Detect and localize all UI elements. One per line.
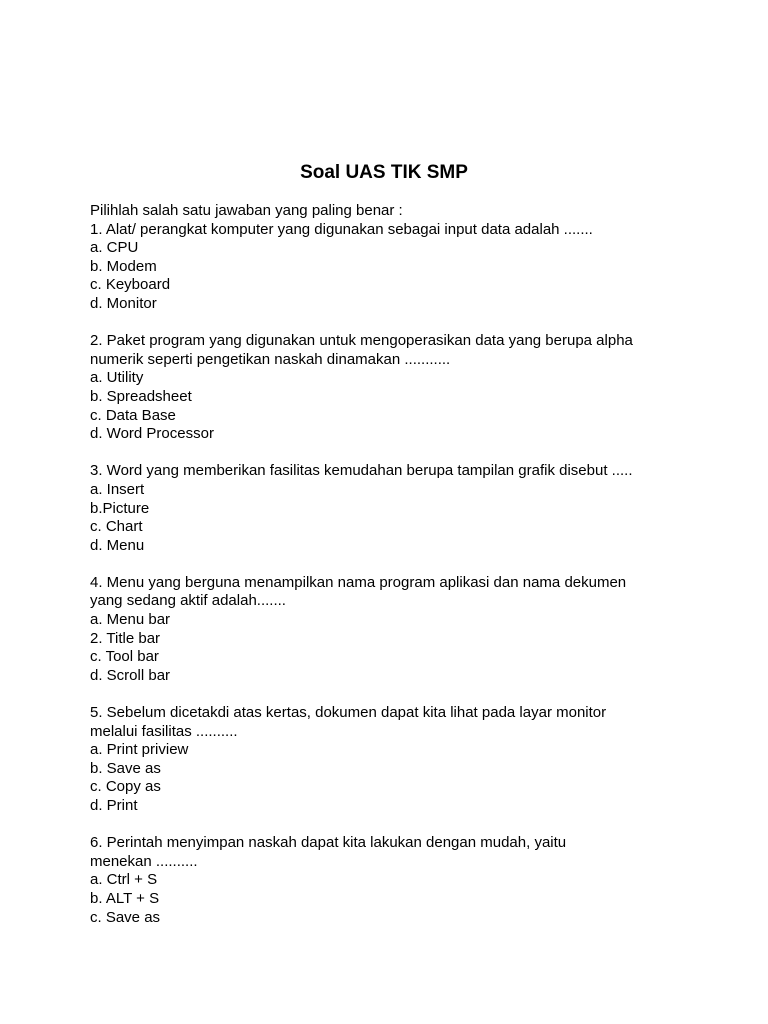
answer-option: c. Copy as: [90, 778, 161, 796]
question-text: 6. Perintah menyimpan naskah dapat kita lakukan dengan mudah, yaitu: [90, 834, 567, 852]
answer-option: b. Modem: [90, 257, 157, 275]
question-1: [90, 221, 690, 314]
answer-option: a. Insert: [90, 480, 145, 498]
question-text: menekan ..........: [90, 852, 198, 870]
question-text: yang sedang aktif adalah.......: [90, 592, 286, 610]
answer-option: d. Print: [90, 797, 138, 814]
question-text: numerik seperti pengetikan naskah dinamakan ...........: [90, 350, 451, 368]
instruction-text: Pilihlah salah satu jawaban yang paling benar :: [90, 202, 403, 219]
answer-option: b. ALT + S: [90, 889, 160, 907]
question-text: 5. Sebelum dicetakdi atas kertas, dokumen dapat kita lihat pada layar monitor: [90, 704, 607, 722]
answer-option: a. CPU: [90, 239, 139, 257]
answer-option: d. Monitor: [90, 294, 157, 312]
answer-option: c. Chart: [90, 518, 143, 536]
question-3: [90, 462, 690, 555]
question-4: [90, 574, 690, 686]
question-text: 3. Word yang memberikan fasilitas kemudahan berupa tampilan grafik disebut .....: [90, 462, 633, 480]
answer-option: c. Data Base: [90, 406, 176, 424]
document-title: Soal UAS TIK SMP: [300, 162, 468, 183]
answer-option: c. Keyboard: [90, 276, 171, 294]
question-text: 2. Paket program yang digunakan untuk mengoperasikan data yang berupa alpha: [90, 332, 633, 350]
answer-option: b. Spreadsheet: [90, 387, 192, 405]
answer-option: b.Picture: [90, 499, 150, 517]
answer-option: a. Utility: [90, 369, 144, 387]
question-text: 1. Alat/ perangkat komputer yang digunakan sebagai input data adalah .......: [90, 220, 593, 238]
question-text: 4. Menu yang berguna menampilkan nama program aplikasi dan nama dekumen: [90, 573, 627, 591]
question-5: [90, 704, 690, 816]
answer-option: a. Menu bar: [90, 611, 171, 629]
answer-option: 2. Title bar: [90, 629, 161, 647]
answer-option: b. Save as: [90, 759, 161, 777]
answer-option: a. Print priview: [90, 741, 189, 759]
answer-option: d. Word Processor: [90, 425, 214, 443]
answer-option: d. Scroll bar: [90, 666, 171, 684]
answer-option: d. Menu: [90, 536, 145, 554]
answer-option: a. Ctrl + S: [90, 871, 158, 889]
answer-option: c. Tool bar: [90, 648, 159, 666]
question-2: [90, 332, 690, 444]
answer-option: c. Save as: [90, 908, 161, 926]
question-6: [90, 834, 690, 927]
document-body: [90, 202, 690, 946]
question-text: melalui fasilitas ..........: [90, 722, 238, 740]
